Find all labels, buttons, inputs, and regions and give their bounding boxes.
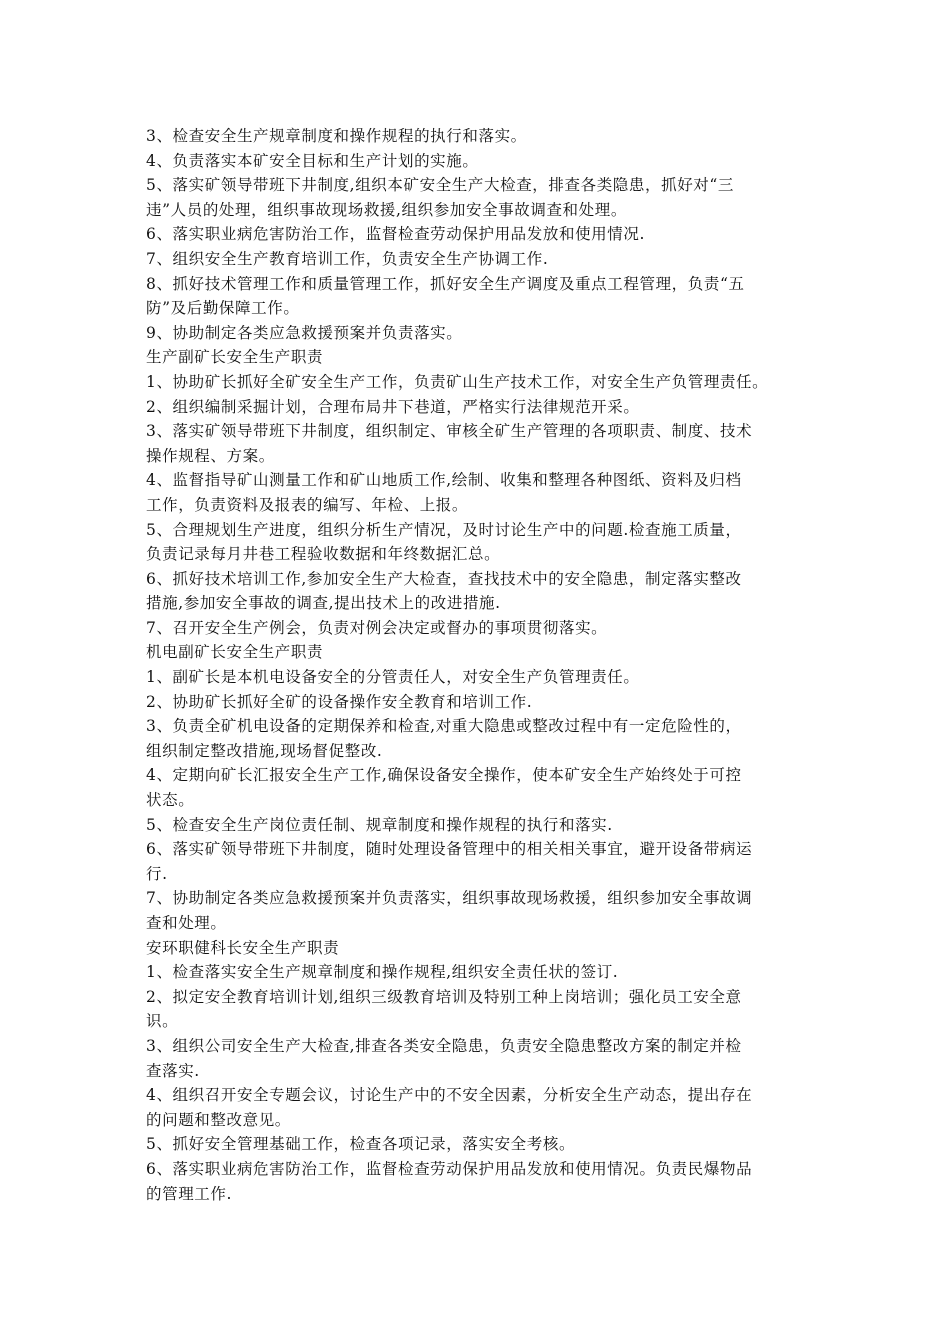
text-line: 5、合理规划生产进度，组织分析生产情况，及时讨论生产中的问题.检查施工质量， [146, 520, 742, 539]
text-line: 措施,参加安全事故的调查,提出技术上的改进措施. [146, 594, 501, 613]
text-line: 识。 [146, 1012, 179, 1031]
text-line: 4、监督指导矿山测量工作和矿山地质工作,绘制、收集和整理各种图纸、资料及归档 [146, 471, 742, 490]
text-line: 行. [146, 864, 168, 883]
text-line: 违”人员的处理，组织事故现场救援,组织参加安全事故调查和处理。 [146, 200, 627, 219]
text-line: 操作规程、方案。 [146, 446, 275, 465]
text-line: 4、定期向矿长汇报安全生产工作,确保设备安全操作，使本矿安全生产始终处于可控 [146, 766, 742, 785]
text-line: 2、拟定安全教育培训计划,组织三级教育培训及特别工种上岗培训；强化员工安全意 [146, 987, 742, 1006]
text-line: 9、协助制定各类应急救援预案并负责落实。 [146, 323, 463, 342]
text-line: 5、抓好安全管理基础工作，检查各项记录，落实安全考核。 [146, 1135, 576, 1154]
section-heading: 机电副矿长安全生产职责 [146, 643, 324, 662]
text-line: 查和处理。 [146, 914, 227, 932]
text-line: 6、落实职业病危害防治工作，监督检查劳动保护用品发放和使用情况。负责民爆物品 [146, 1159, 753, 1178]
text-line: 5、检查安全生产岗位责任制、规章制度和操作规程的执行和落实. [146, 815, 613, 834]
text-line: 1、协助矿长抓好全矿安全生产工作，负责矿山生产技术工作，对安全生产负管理责任。 [146, 372, 769, 391]
text-line: 组织制定整改措施,现场督促整改. [146, 741, 383, 760]
text-line: 7、组织安全生产教育培训工作，负责安全生产协调工作. [146, 249, 549, 268]
section-heading: 安环职健科长安全生产职责 [146, 938, 340, 957]
document-body [146, 124, 814, 1206]
text-line: 的问题和整改意见。 [146, 1110, 291, 1129]
text-line: 的管理工作. [146, 1184, 233, 1203]
text-line: 3、检查安全生产规章制度和操作规程的执行和落实。 [146, 127, 527, 145]
text-line: 状态。 [146, 791, 195, 810]
text-line: 6、落实职业病危害防治工作，监督检查劳动保护用品发放和使用情况. [146, 225, 645, 244]
text-line: 1、检查落实安全生产规章制度和操作规程,组织安全责任状的签订. [146, 963, 619, 982]
section-heading: 生产副矿长安全生产职责 [146, 348, 324, 367]
text-line: 6、抓好技术培训工作,参加安全生产大检查，查找技术中的安全隐患，制定落实整改 [146, 569, 742, 588]
text-line: 防”及后勤保障工作。 [146, 299, 300, 318]
text-line: 2、协助矿长抓好全矿的设备操作安全教育和培训工作. [146, 692, 533, 711]
text-line: 7、协助制定各类应急救援预案并负责落实，组织事故现场救援，组织参加安全事故调 [146, 889, 753, 908]
text-line: 7、召开安全生产例会，负责对例会决定或督办的事项贯彻落实。 [146, 618, 608, 637]
text-line: 查落实. [146, 1061, 200, 1080]
text-line: 2、组织编制采掘计划，合理布局井下巷道，严格实行法律规范开采。 [146, 397, 640, 416]
text-line: 8、抓好技术管理工作和质量管理工作，抓好安全生产调度及重点工程管理，负责“五 [146, 274, 745, 293]
text-line: 1、副矿长是本机电设备安全的分管责任人，对安全生产负管理责任。 [146, 668, 640, 687]
text-line: 6、落实矿领导带班下井制度，随时处理设备管理中的相关相关事宜，避开设备带病运 [146, 840, 753, 859]
text-line: 工作，负责资料及报表的编写、年检、上报。 [146, 495, 469, 514]
text-line: 4、负责落实本矿安全目标和生产计划的实施。 [146, 151, 479, 170]
text-line: 4、组织召开安全专题会议，讨论生产中的不安全因素，分析安全生产动态，提出存在 [146, 1086, 753, 1105]
text-line: 3、落实矿领导带班下井制度，组织制定、审核全矿生产管理的各项职责、制度、技术 [146, 422, 753, 441]
text-line: 3、负责全矿机电设备的定期保养和检查,对重大隐患或整改过程中有一定危险性的， [146, 717, 742, 736]
text-line: 负责记录每月井巷工程验收数据和年终数据汇总。 [146, 545, 501, 564]
text-line: 3、组织公司安全生产大检查,排查各类安全隐患，负责安全隐患整改方案的制定并检 [146, 1036, 742, 1055]
text-line: 5、落实矿领导带班下井制度,组织本矿安全生产大检查，排查各类隐患，抓好对“三 [146, 176, 735, 195]
